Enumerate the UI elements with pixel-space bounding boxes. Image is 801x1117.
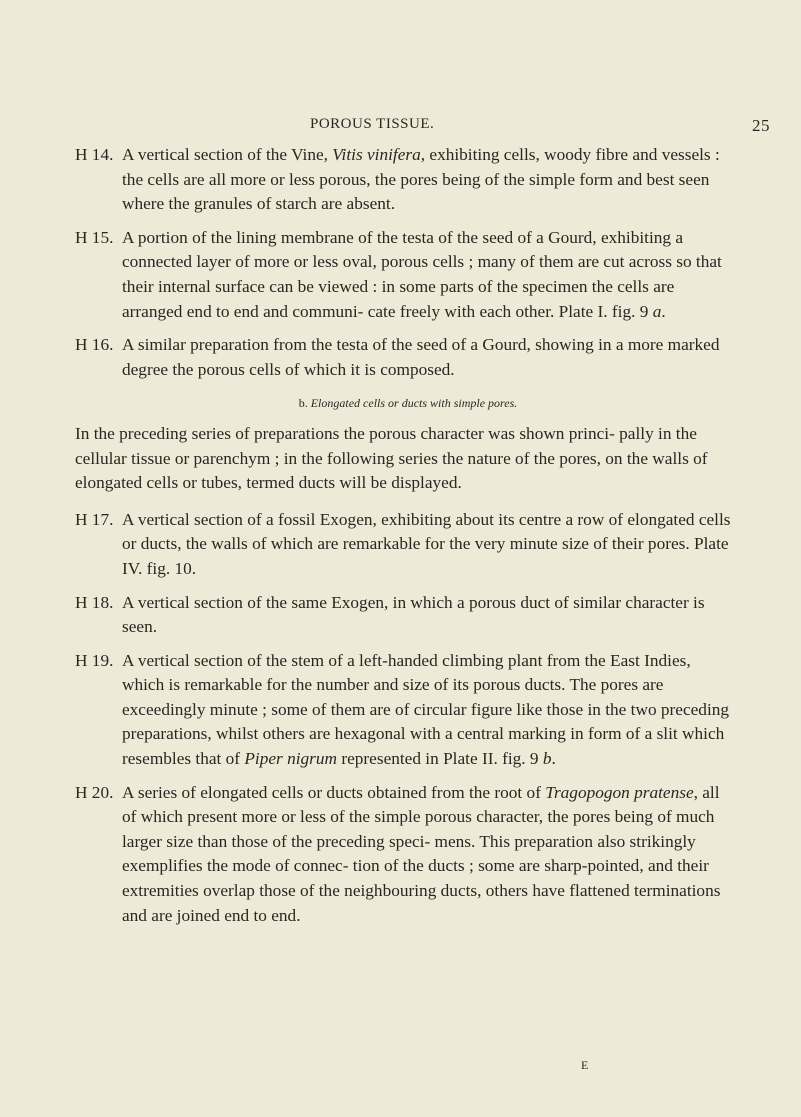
entry-text-part: A series of elongated cells or ducts obtained from the root of — [122, 782, 546, 802]
figure-letter: b — [542, 749, 552, 769]
subheading-title: Elongated cells or ducts with simple pores. — [310, 396, 518, 411]
entry-number: H 17. — [75, 509, 114, 529]
catalogue-entry — [75, 781, 731, 929]
entry-text-part: represented in Plate II. fig. 9 — [337, 749, 543, 769]
entry-text — [122, 226, 731, 324]
entry-text-part: . — [551, 749, 556, 769]
entry-number: H 16. — [75, 335, 114, 355]
entry-text — [122, 333, 731, 382]
entry-text — [122, 143, 731, 217]
entry-text-part: A portion of the lining membrane of the testa of the seed of a Gourd, exhibiting a connected layer of more or less oval, porous cells ; many of them are cut across so that their internal surface can be viewed : in some parts of the specimen the cells are arranged end to end and communi- cate freely with each other. Plate I. fig. 9 — [122, 227, 722, 321]
page-body — [75, 143, 731, 937]
page-number: 25 — [752, 116, 770, 135]
entry-text — [122, 649, 731, 772]
entry-text-part: , exhibiting cells, woody fibre and vessels : the cells are all more or less porous, the pores being of the simple form and best seen where the granules of starch are absent. — [122, 145, 720, 214]
entry-text-part: . — [661, 301, 666, 321]
entry-text — [122, 781, 731, 929]
species-name: Tragopogon pratense — [545, 782, 694, 802]
entry-text-part: A vertical section of the Vine, — [122, 145, 333, 164]
intro-paragraph: In the preceding series of preparations the porous character was shown princi- pally in the cellular tissue or parenchym ; in the following series the nature of the pores, on the walls of elongated cells or tubes, termed ducts will be displayed. — [75, 423, 708, 493]
section-subheading — [75, 391, 731, 416]
catalogue-entry — [75, 226, 731, 324]
running-head — [0, 116, 801, 138]
catalogue-entry — [75, 649, 731, 772]
species-name: Vitis vinifera — [332, 145, 421, 164]
signature-mark: E — [581, 1058, 589, 1072]
entry-number: H 19. — [75, 650, 114, 670]
catalogue-entry — [75, 591, 731, 640]
subheading-letter: b. — [298, 396, 308, 411]
entry-text — [122, 591, 731, 640]
running-title: POROUS TISSUE. — [310, 116, 435, 132]
entry-text — [122, 508, 731, 582]
catalogue-entry — [75, 333, 731, 382]
entry-text-part: , all of which present more or less of the simple porous character, the pores being of much larger size than those of the preceding speci- mens. This preparation also strikingly exemplifies the mode of connec- tion of the ducts ; some are sharp-pointed, and their extremities overlap those of the neighbouring ducts, others have flattened terminations and are joined end to end. — [122, 782, 721, 925]
entry-number: H 18. — [75, 592, 114, 612]
entry-text-part: A vertical section of the stem of a left-handed climbing plant from the East Indies, which is remarkable for the number and size of its porous ducts. The pores are exceedingly minute ; some of them are of circular figure like those in the two preceding preparations, whilst others are hexagonal with a central marking in form of a slit which resembles that of — [122, 650, 730, 769]
entry-number: H 15. — [75, 227, 114, 247]
entry-text-part: A vertical section of the same Exogen, in which a porous duct of similar character is seen. — [122, 592, 705, 637]
figure-letter: a — [652, 301, 662, 321]
catalogue-entry — [75, 143, 731, 217]
entry-text-part: A similar preparation from the testa of the seed of a Gourd, showing in a more marked degree the porous cells of which it is composed. — [122, 335, 720, 379]
entry-number: H 14. — [75, 145, 114, 164]
entry-text-part: A vertical section of a fossil Exogen, exhibiting about its centre a row of elongated cells or ducts, the walls of which are remarkable for the very minute size of their pores. Plate IV. fig. 10. — [122, 509, 731, 578]
species-name: Piper nigrum — [244, 749, 338, 769]
entry-number: H 20. — [75, 782, 114, 802]
catalogue-entry — [75, 508, 731, 582]
